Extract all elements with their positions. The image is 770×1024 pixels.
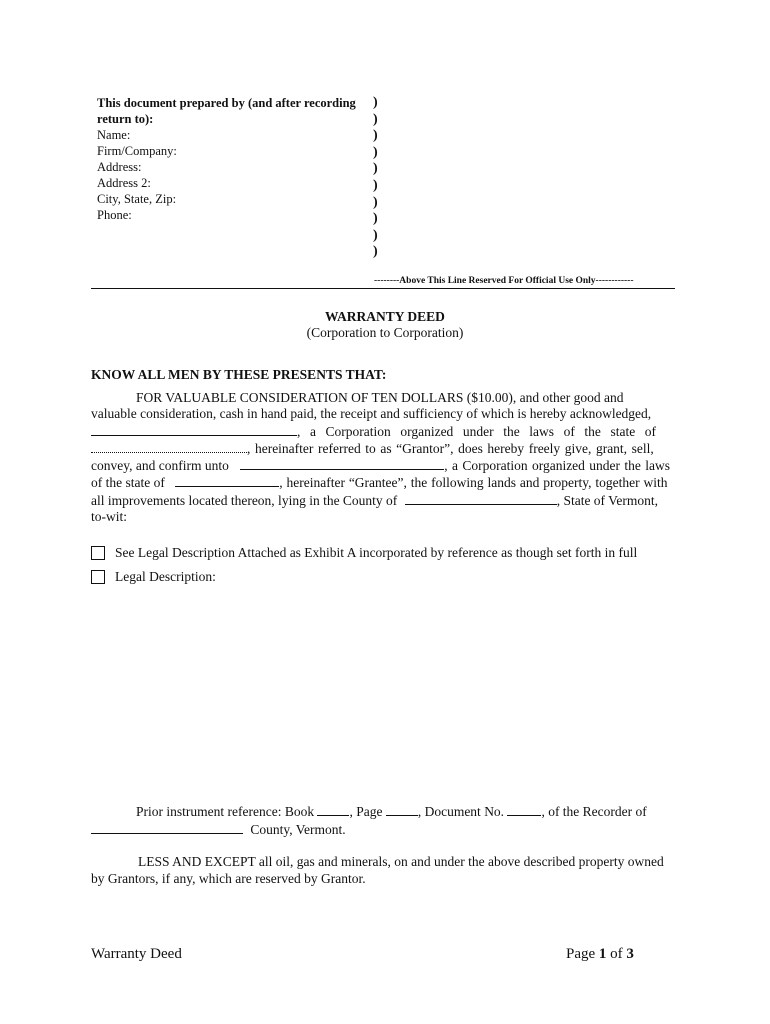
field-name: Name: bbox=[97, 128, 131, 142]
document-subtitle: (Corporation to Corporation) bbox=[306, 325, 464, 340]
bracket-column bbox=[373, 95, 378, 261]
legal-description-checkbox[interactable] bbox=[91, 570, 105, 584]
exhibit-a-label: See Legal Description Attached as Exhibit A incorporated by reference as though set forth in full bbox=[115, 545, 638, 560]
para-line bbox=[91, 440, 680, 457]
prior-text: , of the Recorder of bbox=[541, 804, 647, 819]
para-line bbox=[91, 406, 680, 422]
para-text: to-wit: bbox=[91, 509, 127, 525]
legal-description-label: Legal Description: bbox=[115, 569, 216, 584]
page-current: 1 bbox=[598, 946, 607, 962]
para-line bbox=[91, 474, 680, 491]
para-line bbox=[91, 492, 680, 509]
grantor-name-blank[interactable] bbox=[91, 423, 297, 436]
para-line bbox=[91, 509, 680, 525]
prior-text: County, Vermont. bbox=[250, 821, 346, 837]
paren: ) bbox=[373, 227, 378, 243]
prior-text: Prior instrument reference: Book bbox=[136, 804, 315, 819]
exhibit-a-option[interactable] bbox=[91, 545, 637, 561]
prior-instrument-reference bbox=[91, 803, 680, 838]
para-text: of the state of bbox=[91, 475, 165, 491]
field-firm: Firm/Company: bbox=[97, 144, 177, 158]
para-text: FOR VALUABLE CONSIDERATION OF TEN DOLLARS ($10.00), and other good and bbox=[136, 390, 624, 405]
page-total: 3 bbox=[626, 946, 634, 962]
para-text: all improvements located thereon, lying in the County of bbox=[91, 492, 398, 508]
recorder-county-blank[interactable] bbox=[91, 821, 243, 834]
less-line-2: by Grantors, if any, which are reserved by Grantor. bbox=[91, 871, 366, 886]
prepared-by-heading-2: return to): bbox=[97, 112, 154, 126]
county-blank[interactable] bbox=[405, 492, 557, 505]
consideration-paragraph bbox=[91, 390, 680, 525]
paren: ) bbox=[373, 111, 378, 127]
grantee-state-blank[interactable] bbox=[175, 474, 279, 487]
para-text: valuable consideration, cash in hand paid, the receipt and sufficiency of which is hereby acknowledged, bbox=[91, 406, 652, 422]
paren: ) bbox=[373, 128, 378, 144]
divider-line bbox=[91, 288, 675, 289]
reserved-line: --------Above This Line Reserved For Official Use Only------------ bbox=[374, 276, 634, 286]
document-title: WARRANTY DEED bbox=[325, 309, 445, 324]
field-city-state-zip: City, State, Zip: bbox=[97, 192, 177, 206]
prior-line-1 bbox=[91, 803, 680, 821]
exhibit-a-checkbox[interactable] bbox=[91, 546, 105, 560]
paren: ) bbox=[373, 95, 378, 110]
para-line bbox=[91, 457, 680, 474]
para-text: convey, and confirm unto bbox=[91, 458, 229, 474]
para-text: , hereinafter “Grantee”, the following lands and property, together with bbox=[279, 475, 668, 491]
prior-text: , Document No. bbox=[417, 804, 505, 819]
less-line-1: LESS AND EXCEPT all oil, gas and minerals, on and under the above described property owned bbox=[138, 854, 664, 869]
para-text: , hereinafter referred to as “Grantor”, does hereby freely give, grant, sell, bbox=[247, 440, 654, 456]
field-address: Address: bbox=[97, 160, 142, 174]
less-and-except-paragraph bbox=[91, 853, 680, 887]
para-text: , State of Vermont, bbox=[556, 492, 659, 508]
prepared-by-heading: This document prepared by (and after recording bbox=[97, 96, 356, 110]
prior-text: , Page bbox=[349, 804, 383, 819]
book-blank[interactable] bbox=[317, 803, 349, 816]
prior-line-2 bbox=[91, 821, 680, 839]
para-line bbox=[91, 390, 680, 406]
footer-page-number bbox=[566, 946, 634, 963]
footer-document-name: Warranty Deed bbox=[91, 946, 182, 962]
field-address2: Address 2: bbox=[97, 176, 151, 190]
paren: ) bbox=[373, 244, 378, 260]
know-all-men-heading: KNOW ALL MEN BY THESE PRESENTS THAT: bbox=[91, 367, 387, 382]
para-text: , a Corporation organized under the laws bbox=[444, 458, 671, 474]
paren: ) bbox=[373, 144, 378, 160]
prepared-by-block bbox=[97, 95, 372, 223]
document-no-blank[interactable] bbox=[507, 803, 541, 816]
para-text: , a Corporation organized under the laws of the state of bbox=[297, 423, 657, 439]
legal-description-option[interactable] bbox=[91, 569, 216, 585]
para-line bbox=[91, 423, 680, 440]
paren: ) bbox=[373, 161, 378, 177]
paren: ) bbox=[373, 194, 378, 210]
page-word: Page bbox=[566, 946, 596, 962]
paren: ) bbox=[373, 211, 378, 227]
page-blank[interactable] bbox=[386, 803, 418, 816]
paren: ) bbox=[373, 177, 378, 193]
grantee-name-blank[interactable] bbox=[240, 457, 444, 470]
of-word: of bbox=[610, 946, 623, 962]
grantor-state-blank[interactable] bbox=[91, 440, 247, 453]
field-phone: Phone: bbox=[97, 208, 132, 222]
